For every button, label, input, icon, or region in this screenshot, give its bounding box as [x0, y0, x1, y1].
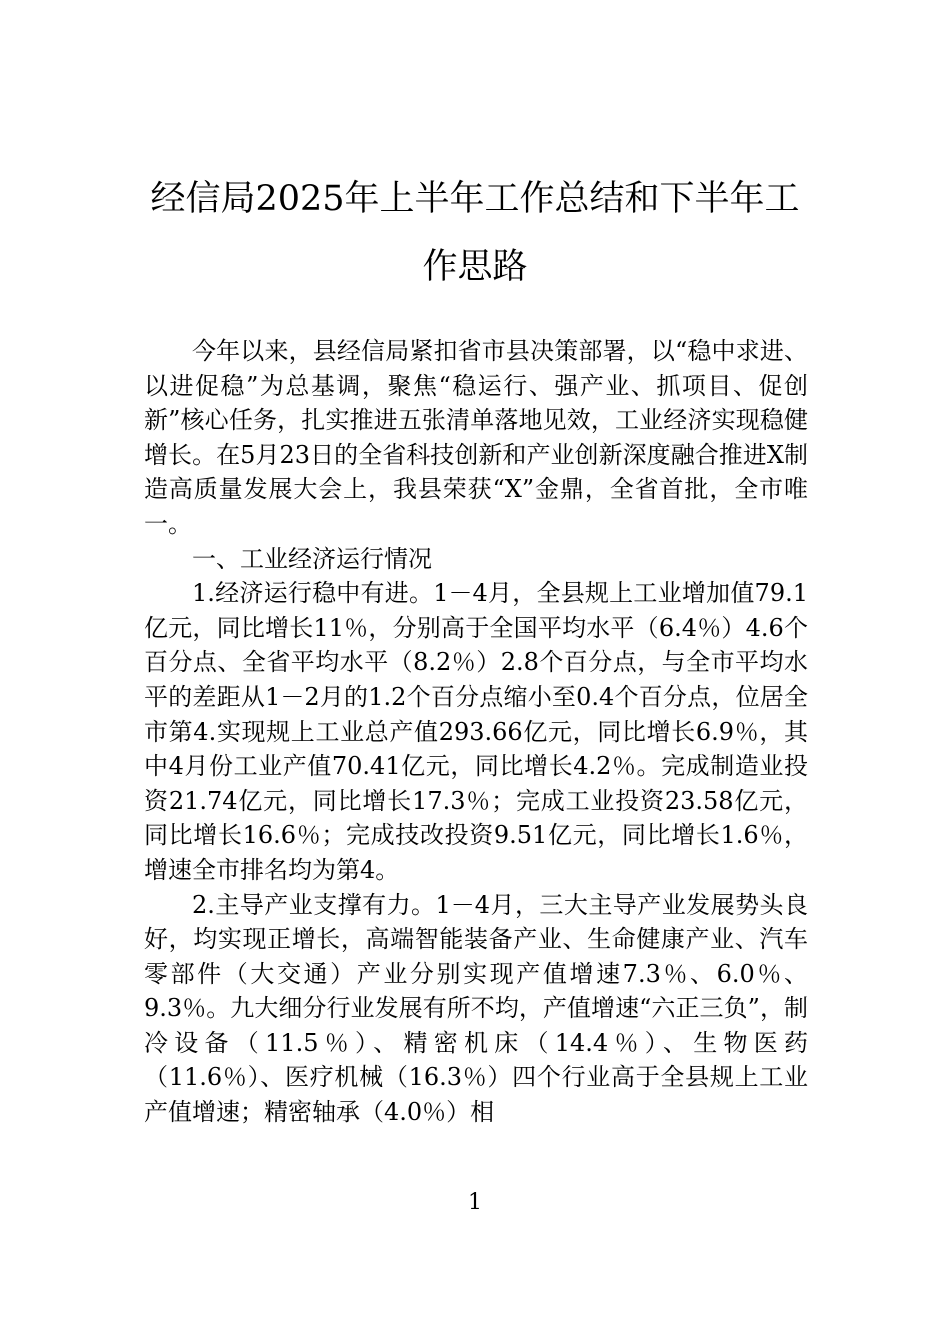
page-number: 1 [468, 1190, 482, 1215]
intro-paragraph: 今年以来，县经信局紧扣省市县决策部署，以“稳中求进、以进促稳”为总基调，聚焦“稳运行、强产业、抓项目、促创新”核心任务，扎实推进五张清单落地见效，工业经济实现稳健增长。在5月23日的全省科技创新和产业创新深度融合推进X制造高质量发展大会上，我县荣获“X”金鼎，全省首批，全市唯一。 [144, 337, 808, 538]
paragraph-economic-operation: 1.经济运行稳中有进。1－4月，全县规上工业增加值79.1亿元，同比增长11％，分别高于全国平均水平（6.4％）4.6个百分点、全省平均水平（8.2％）2.8个百分点，与全市平均水平的差距从1－2月的1.2个百分点缩小至0.4个百分点，位居全市第4.实现规上工业总产值293.66亿元，同比增长6.9％，其中4月份工业产值70.41亿元，同比增长4.2％。完成制造业投资21.74亿元，同比增长17.3％；完成工业投资23.58亿元，同比增长16.6％；完成技改投资9.51亿元，同比增长1.6％，增速全市排名均为第4。 [144, 579, 808, 884]
title-line-1: 经信局2025年上半年工作总结和下半年工 [150, 179, 800, 219]
paragraph-leading-industries: 2.主导产业支撑有力。1－4月，三大主导产业发展势头良好，均实现正增长，高端智能装备产业、生命健康产业、汽车零部件（大交通）产业分别实现产值增速7.3％、6.0％、9.3％。九大细分行业发展有所不均，产值增速“六正三负”，制冷设备（11.5％）、精密机床（14.4％）、生物医药（11.6％）、医疗机械（16.3％）四个行业高于全县规上工业产值增速；精密轴承（4.0％）相 [144, 890, 808, 1127]
title-line-2: 作思路 [422, 247, 528, 287]
section-heading: 一、工业经济运行情况 [192, 544, 432, 573]
document-title [140, 165, 810, 301]
document-body [144, 334, 808, 1130]
